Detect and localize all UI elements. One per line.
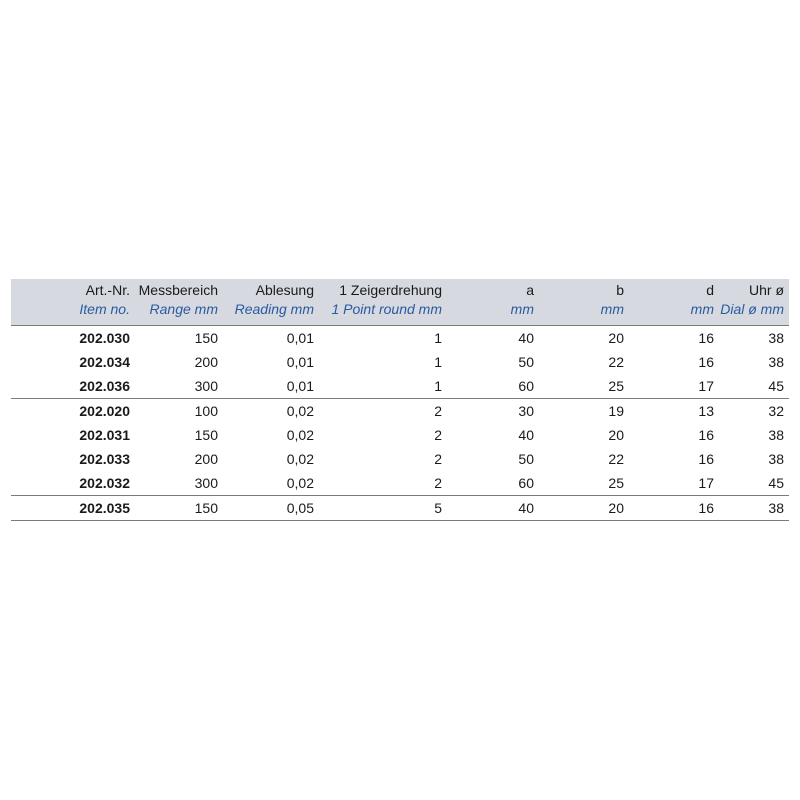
cell-a: 30 — [447, 398, 539, 423]
cell-dial: 38 — [719, 495, 789, 520]
cell-range: 300 — [194, 474, 218, 491]
cell-range: 150 — [194, 426, 218, 443]
cell-item-no: 202.031 — [79, 426, 130, 443]
cell-a: 50 — [518, 450, 534, 467]
cell-point-round: 2 — [434, 450, 442, 467]
cell-reading: 0,05 — [223, 495, 319, 520]
cell-dial: 32 — [719, 398, 789, 423]
cell-a: 60 — [518, 474, 534, 491]
header-label-de: Messbereich — [138, 282, 218, 298]
cell-point-round: 1 — [434, 377, 442, 394]
cell-item-no: 202.030 — [79, 329, 130, 346]
cell-dial: 38 — [768, 353, 784, 370]
header-label-de: Art.-Nr. — [85, 282, 130, 298]
cell-item-no: 202.032 — [79, 474, 130, 491]
header-label-en: 1 Point round mm — [331, 301, 442, 317]
cell-d: 16 — [698, 450, 714, 467]
cell-a: 40 — [518, 329, 534, 346]
spec-table — [11, 279, 789, 521]
cell-d: 13 — [629, 398, 719, 423]
cell-d: 16 — [698, 353, 714, 370]
header-label-de: Uhr ø — [749, 282, 784, 298]
cell-dial: 45 — [768, 474, 784, 491]
cell-reading: 0,01 — [286, 353, 314, 370]
cell-d: 16 — [698, 426, 714, 443]
table-row — [11, 398, 789, 423]
cell-b: 25 — [608, 474, 624, 491]
cell-dial: 38 — [768, 329, 784, 346]
header-label-de: a — [526, 282, 534, 298]
cell-a: 50 — [518, 353, 534, 370]
cell-reading: 0,01 — [286, 329, 314, 346]
cell-reading: 0,01 — [286, 377, 314, 394]
cell-dial: 45 — [768, 377, 784, 394]
cell-d: 17 — [698, 377, 714, 394]
header-label-de: 1 Zeigerdrehung — [339, 282, 442, 298]
header-b — [539, 279, 629, 325]
header-range — [135, 279, 223, 325]
table-row — [11, 374, 789, 399]
header-label-de: Ablesung — [255, 282, 314, 298]
cell-a: 60 — [518, 377, 534, 394]
cell-b: 20 — [608, 426, 624, 443]
header-label-de: d — [706, 282, 714, 298]
table-row — [11, 447, 789, 471]
cell-range: 200 — [194, 353, 218, 370]
cell-d: 16 — [698, 329, 714, 346]
header-label-en: Range mm — [149, 301, 218, 317]
cell-point-round: 2 — [434, 474, 442, 491]
cell-reading: 0,02 — [286, 426, 314, 443]
cell-item-no: 202.033 — [79, 450, 130, 467]
header-d — [629, 279, 719, 325]
cell-point-round: 2 — [319, 398, 447, 423]
cell-a: 40 — [447, 495, 539, 520]
header-label-en: mm — [690, 301, 714, 317]
table-row — [11, 325, 789, 350]
header-a — [447, 279, 539, 325]
table-header-row — [11, 279, 789, 325]
table-row — [11, 350, 789, 374]
cell-b: 25 — [608, 377, 624, 394]
cell-reading: 0,02 — [286, 450, 314, 467]
cell-item-no: 202.035 — [11, 495, 135, 520]
header-label-en: mm — [510, 301, 534, 317]
header-label-en: mm — [600, 301, 624, 317]
header-label-en: Reading mm — [234, 301, 314, 317]
cell-point-round: 1 — [434, 329, 442, 346]
cell-item-no: 202.036 — [79, 377, 130, 394]
cell-a: 40 — [518, 426, 534, 443]
header-point-round — [319, 279, 447, 325]
table-row — [11, 495, 789, 520]
cell-range: 200 — [194, 450, 218, 467]
cell-b: 22 — [608, 353, 624, 370]
header-label-de: b — [616, 282, 624, 298]
cell-b: 20 — [539, 495, 629, 520]
cell-b: 20 — [608, 329, 624, 346]
cell-range: 150 — [194, 329, 218, 346]
cell-item-no: 202.020 — [11, 398, 135, 423]
table-row — [11, 423, 789, 447]
cell-reading: 0,02 — [223, 398, 319, 423]
cell-b: 19 — [539, 398, 629, 423]
cell-range: 300 — [194, 377, 218, 394]
spec-table-container — [11, 279, 789, 521]
header-item-no — [11, 279, 135, 325]
cell-item-no: 202.034 — [79, 353, 130, 370]
header-label-en: Dial ø mm — [720, 301, 784, 317]
cell-dial: 38 — [768, 450, 784, 467]
cell-b: 22 — [608, 450, 624, 467]
cell-point-round: 5 — [319, 495, 447, 520]
cell-range: 150 — [135, 495, 223, 520]
header-dial — [719, 279, 789, 325]
cell-point-round: 2 — [434, 426, 442, 443]
cell-d: 17 — [698, 474, 714, 491]
cell-point-round: 1 — [434, 353, 442, 370]
cell-range: 100 — [135, 398, 223, 423]
header-reading — [223, 279, 319, 325]
cell-dial: 38 — [768, 426, 784, 443]
header-label-en: Item no. — [79, 301, 130, 317]
table-row — [11, 471, 789, 496]
cell-reading: 0,02 — [286, 474, 314, 491]
cell-d: 16 — [629, 495, 719, 520]
